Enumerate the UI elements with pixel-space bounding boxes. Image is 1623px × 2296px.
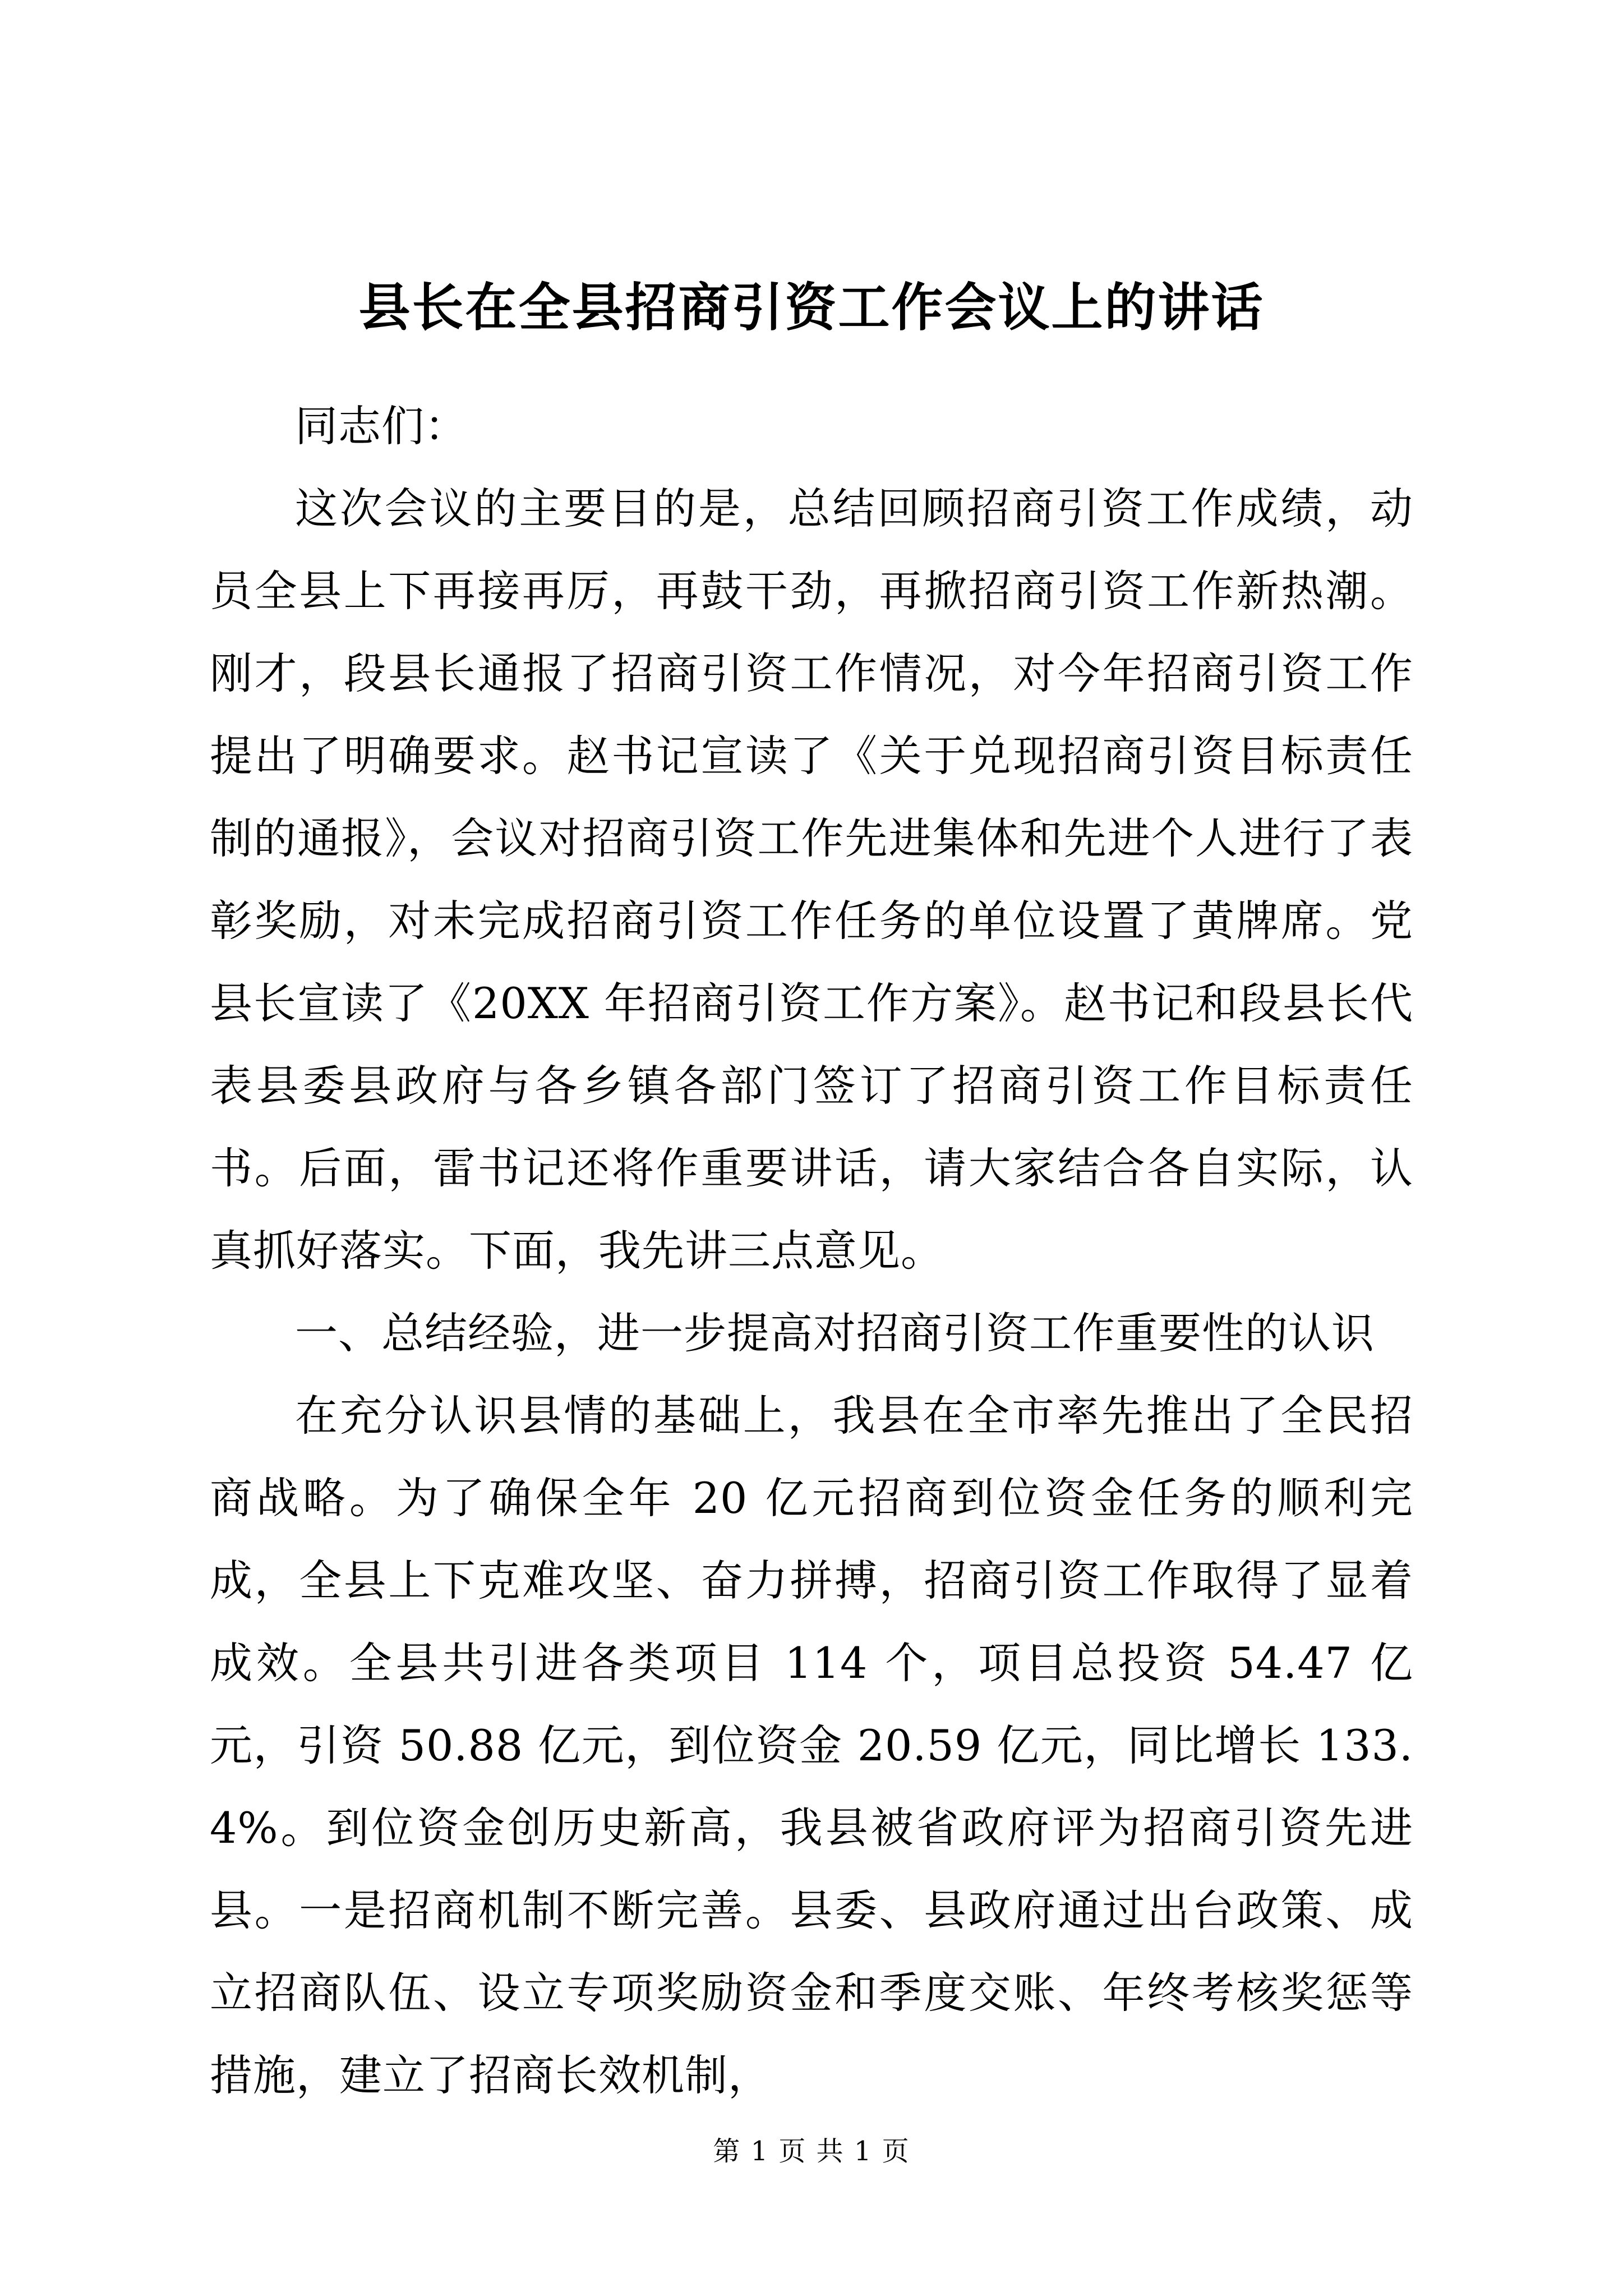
paragraph-intro: 这次会议的主要目的是，总结回顾招商引资工作成绩，动员全县上下再接再厉，再鼓干劲，再掀招商引资工作新热潮。刚才，段县长通报了招商引资工作情况，对今年招商引资工作提出了明确要求。赵书记宣读了《关于兑现招商引资目标责任制的通报》，会议对招商引资工作先进集体和先进个人进行了表彰奖励，对未完成招商引资工作任务的单位设置了黄牌席。党县长宣读了《20XX 年招商引资工作方案》。赵书记和段县长代表县委县政府与各乡镇各部门签订了招商引资工作目标责任书。后面，雷书记还将作重要讲话，请大家结合各自实际，认真抓好落实。下面，我先讲三点意见。 (210, 484, 1413, 1276)
paragraph-section-1-body: 在充分认识县情的基础上，我县在全市率先推出了全民招商战略。为了确保全年 20 亿元招商到位资金任务的顺利完成，全县上下克难攻坚、奋力拼搏，招商引资工作取得了显着成效。全县共引进各类项目 114 个，项目总投资 54.47 亿元，引资 50.88 亿元，到位资金 20.59 亿元，同比增长 133.4%。到位资金创历史新高，我县被省政府评为招商引资先进县。一是招商机制不断完善。县委、县政府通过出台政策、成立招商队伍、设立专项奖励资金和季度交账、年终考核奖惩等措施，建立了招商长效机制， (210, 1391, 1413, 2100)
section-heading-1: 一、总结经验，进一步提高对招商引资工作重要性的认识 (295, 1308, 1375, 1358)
page-number-footer: 第 1 页 共 1 页 (713, 2136, 910, 2167)
document-title: 县长在全县招商引资工作会议上的讲话 (358, 277, 1265, 338)
paragraph-greeting: 同志们： (295, 401, 468, 451)
